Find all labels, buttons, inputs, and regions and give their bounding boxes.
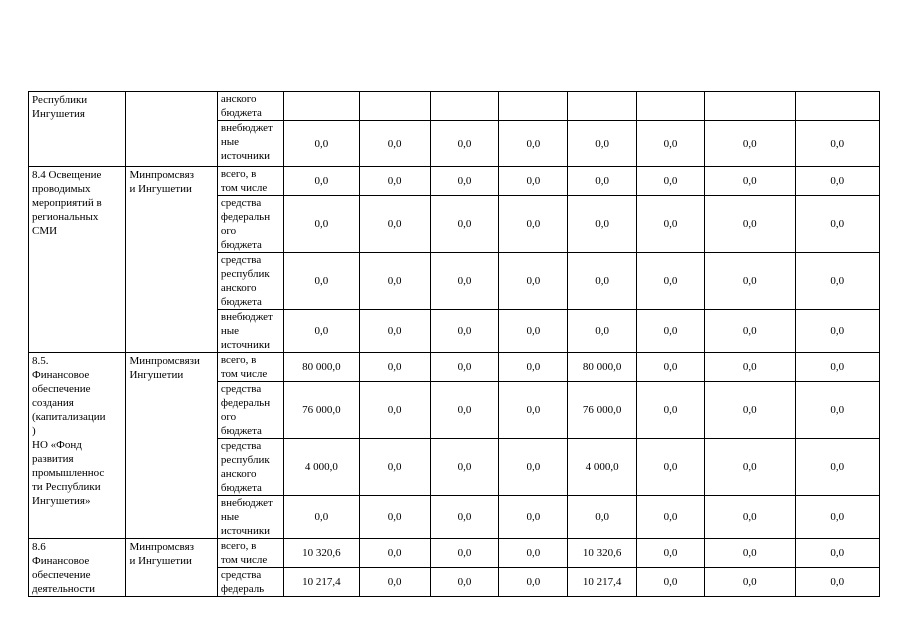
funding-source-cell: анского бюджета — [217, 92, 283, 121]
amount-cell: 0,0 — [636, 496, 704, 539]
amount-cell: 0,0 — [705, 253, 795, 310]
amount-cell: 76 000,0 — [568, 382, 636, 439]
event-name-cell: 8.5. Финансовое обеспечение создания (капитализации ) НО «Фонд развития промышленнос ти Республики Ингушетия» — [29, 353, 126, 539]
executor-cell — [126, 92, 217, 167]
amount-cell: 0,0 — [284, 121, 359, 167]
amount-cell: 0,0 — [636, 121, 704, 167]
event-name-cell: 8.4 Освещение проводимых мероприятий в региональных СМИ — [29, 167, 126, 353]
amount-cell: 0,0 — [499, 310, 568, 353]
amount-cell: 0,0 — [705, 539, 795, 568]
amount-cell: 0,0 — [359, 196, 430, 253]
amount-cell: 0,0 — [795, 310, 879, 353]
amount-cell: 4 000,0 — [568, 439, 636, 496]
amount-cell: 0,0 — [636, 353, 704, 382]
amount-cell: 0,0 — [705, 439, 795, 496]
amount-cell: 0,0 — [430, 382, 498, 439]
amount-cell: 0,0 — [430, 539, 498, 568]
amount-cell: 10 320,6 — [284, 539, 359, 568]
amount-cell: 0,0 — [636, 196, 704, 253]
amount-cell: 80 000,0 — [284, 353, 359, 382]
amount-cell — [359, 92, 430, 121]
amount-cell: 0,0 — [795, 253, 879, 310]
amount-cell: 0,0 — [430, 353, 498, 382]
amount-cell: 0,0 — [359, 310, 430, 353]
amount-cell: 0,0 — [705, 310, 795, 353]
amount-cell: 0,0 — [795, 496, 879, 539]
amount-cell: 0,0 — [430, 167, 498, 196]
amount-cell: 0,0 — [795, 568, 879, 597]
amount-cell: 0,0 — [499, 539, 568, 568]
amount-cell: 0,0 — [284, 496, 359, 539]
amount-cell: 0,0 — [359, 353, 430, 382]
amount-cell: 0,0 — [636, 439, 704, 496]
amount-cell: 0,0 — [795, 167, 879, 196]
funding-source-cell: внебюджет ные источники — [217, 121, 283, 167]
amount-cell: 0,0 — [359, 539, 430, 568]
funding-source-cell: средства республик анского бюджета — [217, 253, 283, 310]
amount-cell — [568, 92, 636, 121]
amount-cell: 0,0 — [568, 121, 636, 167]
amount-cell: 0,0 — [359, 253, 430, 310]
funding-source-cell: всего, в том числе — [217, 167, 283, 196]
table-row — [29, 539, 880, 568]
amount-cell — [795, 92, 879, 121]
amount-cell: 10 217,4 — [568, 568, 636, 597]
amount-cell: 0,0 — [499, 568, 568, 597]
budget-table — [28, 91, 880, 597]
funding-source-cell: средства федераль — [217, 568, 283, 597]
amount-cell: 0,0 — [795, 121, 879, 167]
funding-source-cell: внебюджет ные источники — [217, 496, 283, 539]
amount-cell: 0,0 — [636, 167, 704, 196]
funding-source-cell: всего, в том числе — [217, 539, 283, 568]
table-row — [29, 92, 880, 121]
amount-cell: 0,0 — [499, 382, 568, 439]
amount-cell: 76 000,0 — [284, 382, 359, 439]
amount-cell: 0,0 — [705, 196, 795, 253]
amount-cell: 0,0 — [568, 167, 636, 196]
amount-cell: 0,0 — [568, 253, 636, 310]
amount-cell: 0,0 — [499, 353, 568, 382]
amount-cell: 0,0 — [284, 310, 359, 353]
amount-cell: 0,0 — [430, 310, 498, 353]
amount-cell: 0,0 — [430, 568, 498, 597]
amount-cell: 0,0 — [795, 196, 879, 253]
event-name-cell: Республики Ингушетия — [29, 92, 126, 167]
amount-cell: 0,0 — [499, 167, 568, 196]
amount-cell: 0,0 — [359, 167, 430, 196]
amount-cell: 0,0 — [430, 196, 498, 253]
amount-cell — [499, 92, 568, 121]
budget-table-body — [29, 92, 880, 597]
amount-cell: 0,0 — [284, 167, 359, 196]
amount-cell: 0,0 — [636, 253, 704, 310]
amount-cell: 0,0 — [795, 382, 879, 439]
funding-source-cell: внебюджет ные источники — [217, 310, 283, 353]
amount-cell: 0,0 — [430, 496, 498, 539]
amount-cell: 0,0 — [636, 382, 704, 439]
amount-cell — [636, 92, 704, 121]
amount-cell: 0,0 — [499, 439, 568, 496]
executor-cell: Минпромсвяз и Ингушетии — [126, 539, 217, 597]
amount-cell: 0,0 — [568, 496, 636, 539]
amount-cell: 0,0 — [795, 439, 879, 496]
amount-cell: 0,0 — [284, 196, 359, 253]
amount-cell: 0,0 — [636, 539, 704, 568]
amount-cell — [430, 92, 498, 121]
amount-cell: 80 000,0 — [568, 353, 636, 382]
amount-cell: 4 000,0 — [284, 439, 359, 496]
amount-cell: 0,0 — [705, 353, 795, 382]
amount-cell: 0,0 — [430, 439, 498, 496]
amount-cell: 0,0 — [359, 496, 430, 539]
amount-cell: 0,0 — [568, 196, 636, 253]
funding-source-cell: всего, в том числе — [217, 353, 283, 382]
amount-cell: 0,0 — [705, 167, 795, 196]
event-name-cell: 8.6 Финансовое обеспечение деятельности — [29, 539, 126, 597]
amount-cell: 0,0 — [430, 253, 498, 310]
amount-cell: 0,0 — [430, 121, 498, 167]
amount-cell: 0,0 — [795, 539, 879, 568]
amount-cell: 0,0 — [284, 253, 359, 310]
amount-cell: 0,0 — [499, 196, 568, 253]
table-row — [29, 353, 880, 382]
amount-cell: 0,0 — [795, 353, 879, 382]
amount-cell: 0,0 — [359, 382, 430, 439]
amount-cell — [705, 92, 795, 121]
table-row — [29, 167, 880, 196]
amount-cell: 0,0 — [636, 310, 704, 353]
amount-cell: 0,0 — [568, 310, 636, 353]
amount-cell — [284, 92, 359, 121]
amount-cell: 0,0 — [359, 439, 430, 496]
amount-cell: 0,0 — [705, 121, 795, 167]
funding-source-cell: средства федеральн ого бюджета — [217, 382, 283, 439]
funding-source-cell: средства республик анского бюджета — [217, 439, 283, 496]
funding-source-cell: средства федеральн ого бюджета — [217, 196, 283, 253]
amount-cell: 10 217,4 — [284, 568, 359, 597]
executor-cell: Минпромсвязи Ингушетии — [126, 353, 217, 539]
amount-cell: 0,0 — [705, 496, 795, 539]
amount-cell: 0,0 — [705, 568, 795, 597]
amount-cell: 0,0 — [359, 121, 430, 167]
amount-cell: 0,0 — [499, 253, 568, 310]
amount-cell: 0,0 — [359, 568, 430, 597]
amount-cell: 0,0 — [705, 382, 795, 439]
amount-cell: 0,0 — [636, 568, 704, 597]
amount-cell: 0,0 — [499, 121, 568, 167]
amount-cell: 10 320,6 — [568, 539, 636, 568]
executor-cell: Минпромсвяз и Ингушетии — [126, 167, 217, 353]
amount-cell: 0,0 — [499, 496, 568, 539]
